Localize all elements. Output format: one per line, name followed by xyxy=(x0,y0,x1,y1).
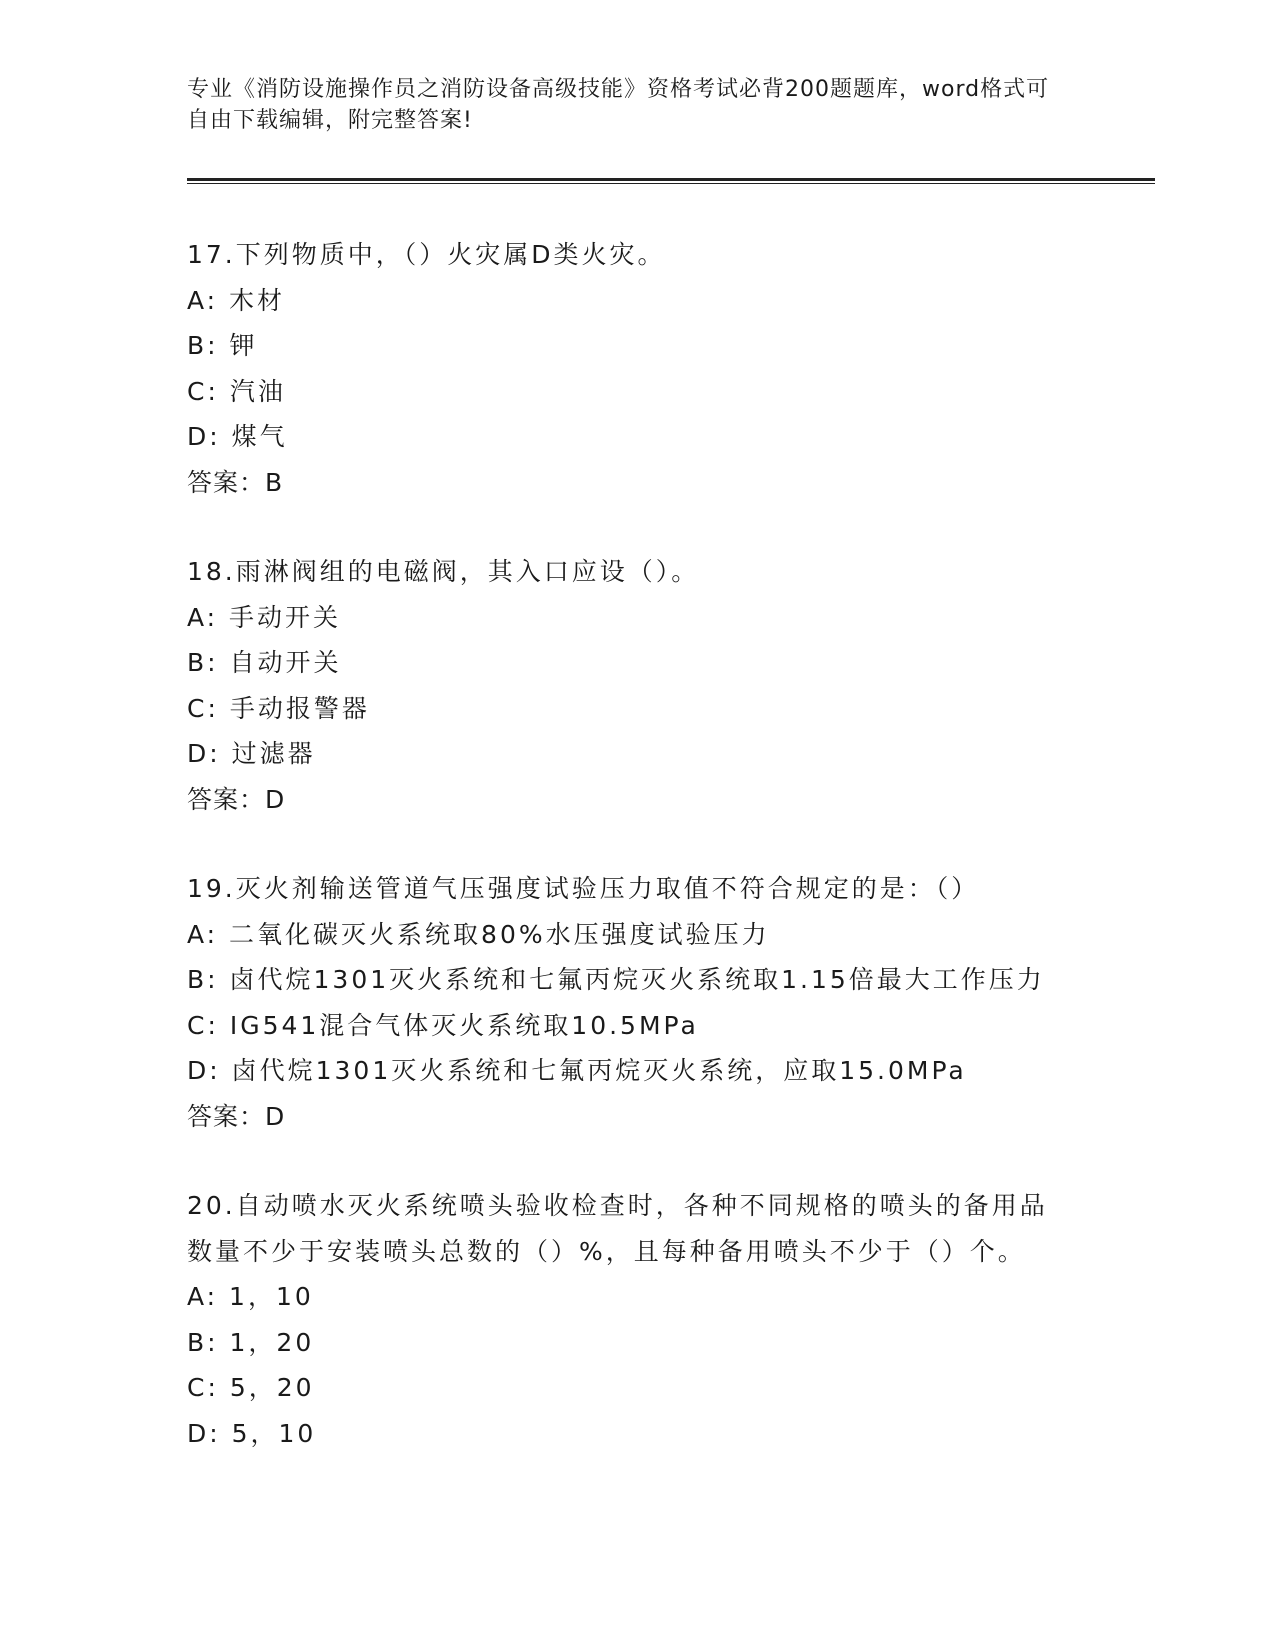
question-20 xyxy=(187,1183,1087,1456)
option-d: D: 过滤器 xyxy=(187,739,316,768)
question-18 xyxy=(187,549,1087,822)
answer-line: 答案：B xyxy=(187,467,284,497)
header-divider-thin xyxy=(187,183,1155,184)
answer-line: 答案：D xyxy=(187,1101,286,1131)
question-19 xyxy=(187,866,1087,1139)
option-b: B: 1，20 xyxy=(187,1327,315,1357)
option-a: A: 二氧化碳灭火系统取80%水压强度试验压力 xyxy=(187,919,770,949)
option-c: C: 手动报警器 xyxy=(187,693,370,723)
option-a: A: 1，10 xyxy=(187,1282,314,1311)
stem-line: 20.自动喷水灭火系统喷头验收检查时，各种不同规格的喷头的备用品 xyxy=(187,1191,1048,1220)
stem-line: 19.灭火剂输送管道气压强度试验压力取值不符合规定的是：（） xyxy=(187,874,980,903)
question-17 xyxy=(187,232,1087,505)
question-list xyxy=(187,232,1087,1500)
option-c: C: 汽油 xyxy=(187,376,286,406)
option-a: A: 手动开关 xyxy=(187,602,342,632)
option-d: D: 5，10 xyxy=(187,1418,317,1448)
stem-line: 18.雨淋阀组的电磁阀，其入口应设（）。 xyxy=(187,557,700,586)
option-a: A: 木材 xyxy=(187,285,286,315)
document-intro: 专业《消防设施操作员之消防设备高级技能》资格考试必背200题题库，word格式可自由下载编辑，附完整答案! xyxy=(187,77,1050,133)
question-stem xyxy=(187,1183,1087,1274)
stem-line: 17.下列物质中，（）火灾属D类火灾。 xyxy=(187,240,666,269)
option-c: C: 5，20 xyxy=(187,1373,315,1402)
question-stem xyxy=(187,866,1087,912)
stem-line: 数量不少于安装喷头总数的（）%，且每种备用喷头不少于（）个。 xyxy=(187,1236,1026,1266)
option-d: D: 煤气 xyxy=(187,422,288,451)
option-b: B: 自动开关 xyxy=(187,648,342,677)
question-stem xyxy=(187,549,1087,595)
option-b: B: 卤代烷1301灭火系统和七氟丙烷灭火系统取1.15倍最大工作压力 xyxy=(187,965,1045,994)
question-stem xyxy=(187,232,1087,278)
option-b: B: 钾 xyxy=(187,331,258,360)
option-c: C: IG541混合气体灭火系统取10.5MPa xyxy=(187,1010,699,1040)
answer-line: 答案：D xyxy=(187,784,286,814)
option-d: D: 卤代烷1301灭火系统和七氟丙烷灭火系统，应取15.0MPa xyxy=(187,1056,967,1085)
header-divider-thick xyxy=(187,178,1155,181)
